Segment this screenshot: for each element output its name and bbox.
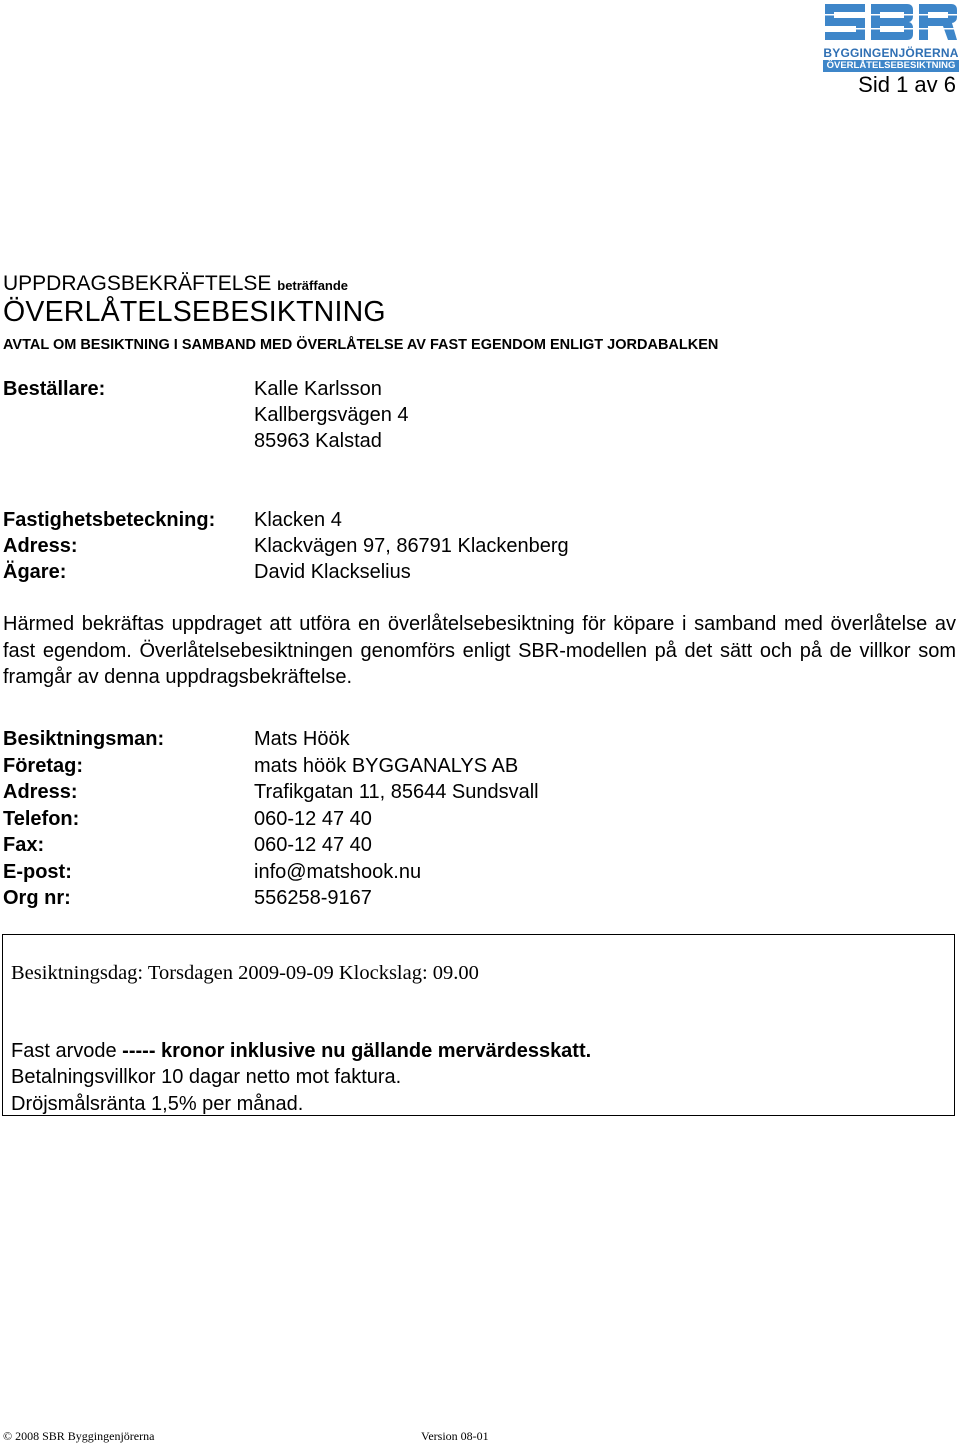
inspector-phone-label: Telefon:	[3, 808, 80, 830]
fee-prefix: Fast arvode	[11, 1040, 117, 1062]
logo-subtitle: ÖVERLÅTELSEBESIKTNING	[823, 60, 959, 72]
inspector-org-label: Org nr:	[3, 887, 71, 909]
inspector-name-label: Besiktningsman:	[3, 728, 165, 750]
inspector-name: Mats Höök	[254, 728, 350, 750]
inspector-org: 556258-9167	[254, 887, 372, 909]
property-designation: Klacken 4	[254, 509, 342, 531]
client-street: Kallbergsvägen 4	[254, 404, 409, 426]
title-suffix: beträffande	[277, 278, 349, 293]
footer-version: Version 08-01	[421, 1429, 489, 1443]
logo-name: BYGGINGENJÖRERNA	[823, 46, 959, 60]
late-interest: Dröjsmålsränta 1,5% per månad.	[11, 1092, 304, 1115]
inspector-fax-label: Fax:	[3, 834, 45, 856]
inspector-phone: 060-12 47 40	[254, 808, 372, 830]
property-designation-label: Fastighetsbeteckning:	[3, 509, 216, 531]
inspector-company: mats höök BYGGANALYS AB	[254, 755, 519, 777]
client-label: Beställare:	[3, 378, 106, 400]
document-main-heading: ÖVERLÅTELSEBESIKTNING	[3, 296, 386, 328]
sbr-logo	[823, 2, 959, 72]
inspector-address-label: Adress:	[3, 781, 78, 803]
property-address: Klackvägen 97, 86791 Klackenberg	[254, 535, 569, 557]
document-title	[3, 272, 348, 296]
sbr-logo-mark	[823, 2, 959, 42]
inspector-company-label: Företag:	[3, 755, 83, 777]
document-subtitle: AVTAL OM BESIKTNING I SAMBAND MED ÖVERLÅTELSE AV FAST EGENDOM ENLIGT JORDABALKEN	[3, 337, 719, 353]
inspector-email-label: E-post:	[3, 861, 72, 883]
property-owner-label: Ägare:	[3, 561, 67, 583]
property-address-label: Adress:	[3, 535, 78, 557]
property-owner: David Klackselius	[254, 561, 411, 583]
footer-copyright: © 2008 SBR Byggingenjörerna	[3, 1429, 155, 1443]
fee-block	[11, 1038, 591, 1117]
inspector-address: Trafikgatan 11, 85644 Sundsvall	[254, 781, 539, 803]
inspector-fax: 060-12 47 40	[254, 834, 372, 856]
client-postal: 85963 Kalstad	[254, 430, 382, 452]
payment-terms: Betalningsvillkor 10 dagar netto mot faktura.	[11, 1066, 402, 1089]
fee-amount: ----- kronor inklusive nu gällande mervärdesskatt.	[122, 1040, 592, 1062]
title-text: UPPDRAGSBEKRÄFTELSE	[3, 272, 272, 295]
inspector-email: info@matshook.nu	[254, 861, 422, 883]
assignment-paragraph: Härmed bekräftas uppdraget att utföra en överlåtelsebesiktning för köpare i samband med överlåtelse av fast egendom. Överlåtelsebesiktningen genomförs enligt SBR-modellen på det sätt och på de villkor som framgår av denna uppdragsbekräftelse.	[3, 613, 956, 689]
page-number: Sid 1 av 6	[858, 72, 956, 97]
fee-line	[11, 1038, 591, 1064]
inspection-date: Besiktningsdag: Torsdagen 2009-09-09 Klockslag: 09.00	[11, 962, 479, 984]
client-name: Kalle Karlsson	[254, 378, 382, 400]
booking-box	[2, 934, 955, 1116]
